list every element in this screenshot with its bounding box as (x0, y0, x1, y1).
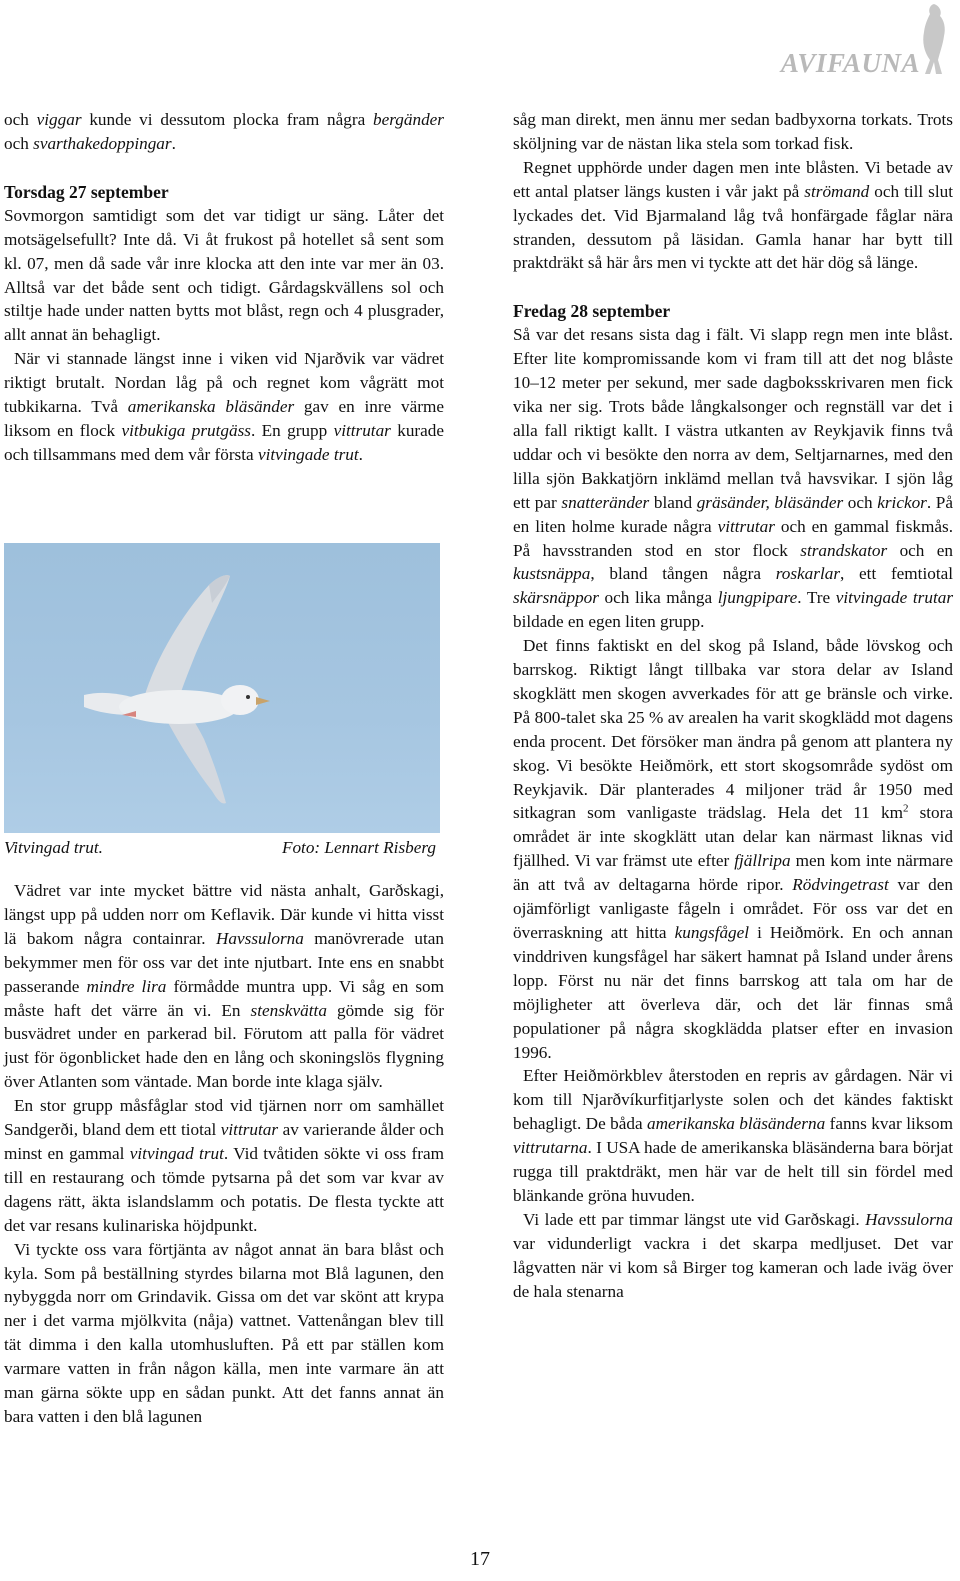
italic-term: Rödvingetrast (792, 875, 889, 895)
italic-term: strandskator (800, 540, 888, 560)
italic-term: strömand (804, 181, 870, 201)
caption-credit: Foto: Lennart Risberg (281, 838, 436, 857)
text-run: Det finns faktiskt en del skog på Island, både lövskog och barrskog. Riktigt långt tillbaka var stora delar av Island skogklätt men skogen avverkades för att ge bränsle och virke. På 800-talet ska 25 % av arealen ha varit skogklädd mot dagens enda procent. Det försöker man ändra på genom att plantera ny skog. Vi besökte Heiðmörk, ett stort skogsområde sydöst om Reykjavik. Där planterades 4 miljoner träd år 1950 med sitkagran som vanligaste trädslag. Hela det 11 km (513, 636, 953, 823)
italic-term: amerikanska bläsänderna (647, 1114, 826, 1134)
paragraph: Regnet upphörde under dagen men inte blåsten. Vi betade av ett antal platser längs kusten i vår jakt på strömand och till slut lyckades det. Vid Bjarmaland låg två honfärgade fåglar nära stranden, dessutom på läsidan. Gamla hanar har bytt till praktdräkt så här års men vi tyckte att det här dög så länge. (513, 157, 954, 273)
italic-term: roskarlar (775, 564, 841, 584)
italic-term: vitvingad trut (129, 1143, 224, 1163)
italic-term: skärsnäppor (513, 588, 599, 608)
italic-term: bergänder (373, 110, 444, 129)
italic-term: vittrutar (333, 420, 391, 440)
paragraph: Vi lade ett par timmar längst ute vid Garðskagi. Havssulorna var vidunderligt vackra i det skarpa medljuset. Det var lågvatten när vi kom så Birger tog kameran och lade iväg över de hala stenarna (513, 1209, 953, 1301)
left-column (4, 108, 444, 467)
paragraph: såg man direkt, men ännu mer sedan badbyxorna torkats. Trots sköljning var de nästan lika stela som torkad fisk. (513, 110, 953, 153)
section-heading-thursday: Torsdag 27 september (4, 181, 169, 202)
italic-term: vittrutar (220, 1120, 279, 1140)
italic-term: Havssulorna (865, 1209, 953, 1229)
italic-term: kustsnäppa (513, 564, 591, 584)
publication-logo (750, 2, 950, 82)
italic-term: gräsänder, bläsänder (696, 492, 844, 512)
italic-term: vittrutar (717, 516, 775, 536)
italic-term: svarthakedoppingar (33, 133, 172, 153)
italic-term: snatteränder (561, 492, 650, 512)
glaucous-gull-image (4, 543, 440, 833)
italic-term: krickor (877, 492, 927, 512)
italic-term: vitbukiga prutgäss (121, 420, 251, 440)
page-number: 17 (470, 1548, 490, 1570)
superscript: 2 (902, 802, 909, 815)
logo-wordmark: AVIFAUNA (780, 48, 920, 78)
paragraph: När vi stannade längst inne i viken vid Njarðvik var vädret riktigt brutalt. Nordan låg på och regnet kom vågrätt mot tubkikarna. Två amerikanska bläsänder gav en inre värme liksom en flock vitbukiga prutgäss. En grupp vittrutar kurade och tillsammans med dem vår första vitvingade trut. (4, 349, 444, 464)
paragraph: Så var det resans sista dag i fält. Vi slapp regn men inte blåst. Efter lite kompromissande kom vi fram till att det nog blåste 10–12 meter per sekund, mer sade dagboksskrivaren men fick vika ner sig. Trots både långkalsonger och regnställ var det i alla fall riktigt kallt. I västra utkanten av Reykjavik finns två uddar och vi besökte den norra av dem, Seltjarnarnes, med den lilla sjön Bakkatjörn inklämd mellan två havsvikar. I sjön låg ett par snatteränder bland gräsänder, bläsänder och krickor. På en liten holme kurade några vittrutar och en gammal fiskmås. På havsstranden stod en stor flock strandskator och en kustsnäppa, bland tången några roskarlar, ett femtiotal skärsnäppor och lika många ljungpipare. Tre vitvingade trutar bildade en egen liten grupp. (513, 325, 954, 632)
photo-caption (4, 836, 436, 860)
italic-term: viggar (36, 110, 82, 129)
italic-term: Havssulorna (216, 928, 304, 948)
italic-term: amerikanska bläsänder (127, 397, 295, 417)
italic-term: vittrutarna (513, 1138, 588, 1158)
italic-term: vitvingade trutar (835, 588, 954, 608)
paragraph: Efter Heiðmörkblev återstoden en repris av gårdagen. När vi kom till Njarðvíkurfitjarlyste solen och det kändes faktiskt behagligt. De båda amerikanska bläsänderna fanns kvar liksom vittrutarna. I USA hade de amerikanska bläsänderna bara börjat rugga till praktdräkt, men här var de helt till sin fördel med blänkande gröna huvuden. (513, 1066, 953, 1205)
left-column-continued (4, 879, 444, 1429)
paragraph: En stor grupp måsfåglar stod vid tjärnen norr om samhället Sandgerði, bland dem ett tiotal vittrutar av varierande ålder och minst en gammal vitvingad trut. Vid tvåtiden sökte vi oss fram till en restaurang och tömde pytsarna på det som var kvar av dagens rätt, äkta islandslamm och potatis. De flesta tyckte att det var resans kulinariska höjdpunkt. (4, 1096, 444, 1235)
caption-species: Vitvingad trut. (4, 838, 103, 857)
section-heading-friday: Fredag 28 september (513, 301, 671, 322)
paragraph (513, 634, 953, 1064)
right-column (513, 108, 953, 1304)
gull-photo (4, 543, 440, 833)
italic-term: mindre lira (86, 976, 167, 996)
italic-term: ljungpipare (717, 588, 798, 608)
italic-term: kungsfågel (674, 923, 750, 942)
text-run: stora området är inte skogklätt utan delar kan närmast liknas vid fjällhed. Vi var främst ute efter fjällripa men kom inte närmare än att två av deltagarna hörde ripor. Rödvingetrast var den ojämförligt vanligaste fågeln i området. För oss var det en överraskning att hitta kungsfågel i Heiðmörk. En och annan vinddriven kungsfågel har säkert hamnat på Island under årens lopp. Först nu när det finns barrskog att tala om har de möjligheter att överleva där, och det lär finnas små populationer på några skogklädda platser efter en invasion 1996. (513, 803, 954, 1062)
intro-paragraph: och viggar kunde vi dessutom plocka fram några bergänder och svarthakedoppingar. (4, 110, 444, 153)
italic-term: stenskvätta (250, 1000, 327, 1020)
italic-term: fjällripa (734, 851, 791, 871)
paragraph: Vädret var inte mycket bättre vid nästa anhalt, Garðskagi, längst upp på udden norr om Keflavik. Där kunde vi hitta visst lä bakom några containrar. Havssulorna manövrerade utan bekymmer men för oss var det inte njutbart. Inte ens en snabbt passerande mindre lira förmådde muntra upp. Vi såg en som måste haft det värre än vi. En stenskvätta gömde sig för busvädret under en parkerad bil. Förutom att palla för vädret just för ögonblicket hade den en lång och skoningslös flygning över Atlanten som väntade. Man borde inte klaga själv. (4, 881, 444, 1092)
paragraph: Vi tyckte oss vara förtjänta av något annat än bara blåst och kyla. Som på beställning styrdes bilarna mot Blå lagunen, den nybyggda norr om Grindavik. Gissa om det var skönt att krypa ner i det varma mjölkvita (nåja) vattnet. Vattenångan blev till tät dimma i den kalla utomhusluften. På ett par ställen kom varmare vatten in från någon källa, men inte varmare än att man gärna sökte upp en sådan punkt. Att det fanns annat än bara vatten i den blå lagunen (4, 1239, 444, 1426)
bird-silhouette-icon (916, 2, 950, 76)
italic-term: vitvingade trut (257, 444, 359, 464)
paragraph: Sovmorgon samtidigt som det var tidigt ur säng. Låter det motsägelsefullt? Inte då. Vi åt frukost på hotellet så sent som kl. 07, men då sade vår inre klocka att den inte var mer än 03. Alltså var det både sent och tidigt. Gårdagskvällens sol och stiltje hade under natten bytts mot blåst, regn och 4 plusgrader, allt annat än behagligt. (4, 205, 444, 345)
